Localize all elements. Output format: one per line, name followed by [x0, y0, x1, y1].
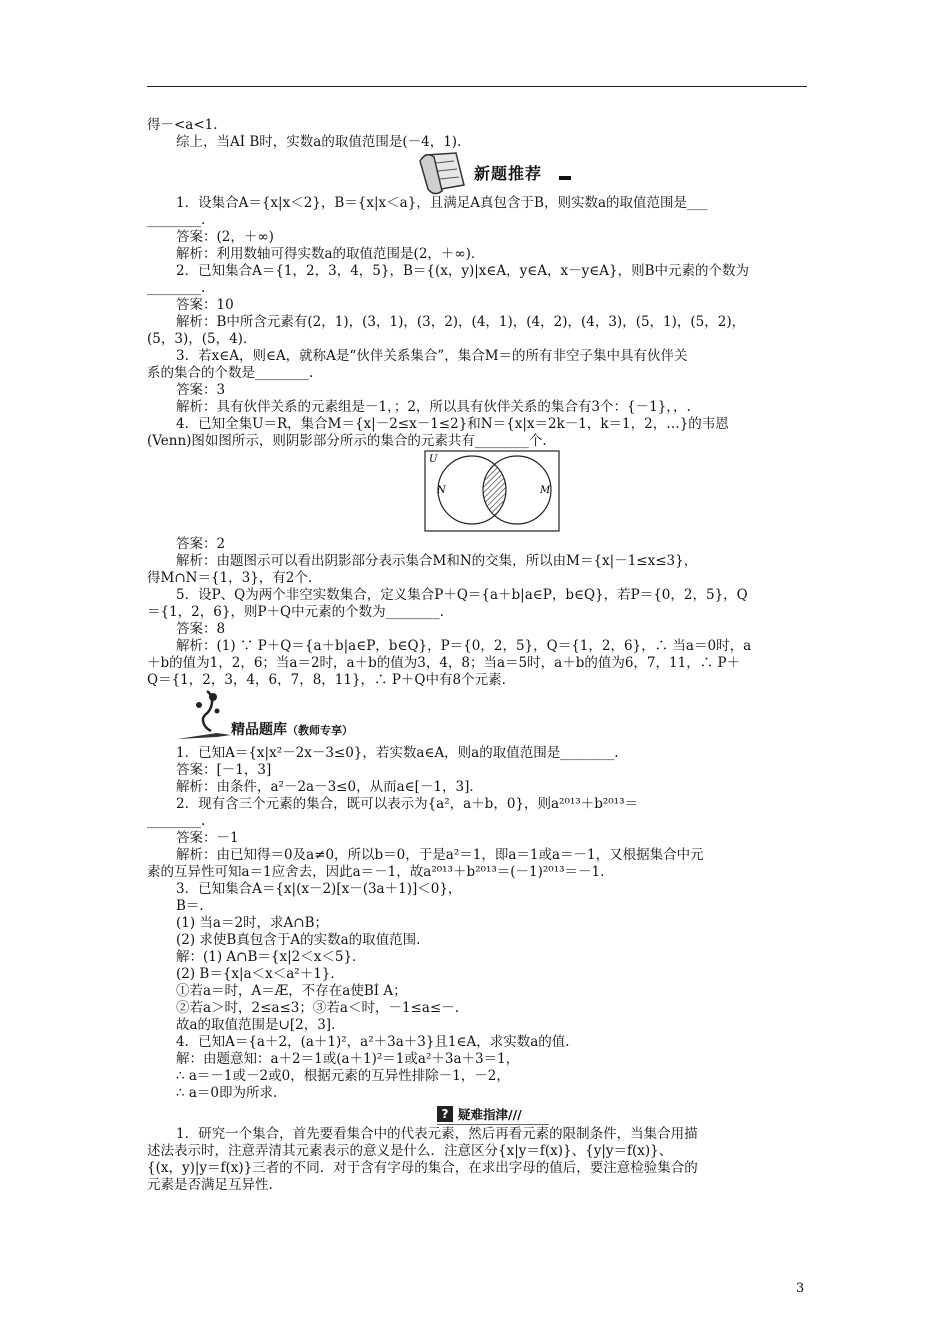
text-line: 元素是否满足互异性.	[147, 1177, 273, 1193]
tips-underline	[437, 1124, 549, 1125]
text-line: (5，3)，(5，4)．	[147, 331, 257, 347]
page-number: 3	[796, 1281, 805, 1296]
text-line: ＋b的值为1，2，6；当a＝2时，a＋b的值为3，4，8；当a＝5时，a＋b的值为6，7，11，∴ P＋	[147, 655, 741, 671]
header-rule	[147, 86, 807, 87]
pen-flourish-icon	[177, 689, 233, 745]
text-line: 4．已知全集U＝R，集合M＝{x|－2≤x－1≤2}和N＝{x|x＝2k－1，k＝1，2，…}的韦恩	[176, 416, 729, 432]
text-line: 4．已知A＝{a＋2，(a＋1)²，a²＋3a＋3}且1∈A，求实数a的值.	[176, 1034, 570, 1050]
new-problems-list	[147, 195, 807, 450]
text-line: 素的互异性可知a＝1应舍去，因此a＝－1，故a²⁰¹³＋b²⁰¹³＝(－1)²⁰¹³＝－1.	[147, 864, 605, 880]
text-line: 答案：2	[176, 536, 226, 552]
text-line: 答案：(2，＋∞)	[176, 229, 274, 245]
text-line: 综上，当AÍ B时，实数a的取值范围是(－4，1).	[176, 134, 462, 150]
venn-label-m: M	[540, 485, 551, 496]
text-line: Q＝{1，2，3，4，6，7，8，11}，∴ P＋Q中有8个元素.	[147, 672, 506, 688]
tips-title: 疑难指津///	[458, 1107, 522, 1122]
text-line: 得－<a<1.	[147, 117, 218, 133]
text-line: 答案：3	[176, 382, 226, 398]
text-line: 1．设集合A＝{x|x＜2}，B＝{x|x＜a}，且满足A真包含于B，则实数a的取值范围是___	[176, 195, 708, 211]
text-line: 解：由题意知：a＋2＝1或(a＋1)²＝1或a²＋3a＋3＝1，	[176, 1051, 520, 1067]
title-underscore	[559, 176, 571, 180]
text-line: 得M∩N＝{1，3}，有2个.	[147, 570, 313, 586]
question-bank-title: 精品题库（教师专享）	[231, 722, 353, 738]
text-line: 解析：由条件，a²－2a－3≤0，从而a∈[－1，3]．	[176, 779, 483, 795]
text-line: (2) 求使B真包含于A的实数a的取值范围.	[176, 932, 421, 948]
text-line: 1．已知A＝{x|x²－2x－3≤0}，若实数a∈A，则a的取值范围是________.	[176, 745, 619, 761]
tips-banner	[147, 1102, 807, 1126]
question-mark-icon: ?	[437, 1106, 453, 1122]
text-line: 答案：8	[176, 621, 226, 637]
text-line: ②若a＞时，2≤a≤3；③若a＜时，－1≤a≤－.	[176, 1000, 459, 1016]
venn-diagram	[147, 450, 807, 536]
new-problems-title: 新题推荐	[474, 164, 543, 183]
text-line: ________.	[147, 813, 206, 829]
question-bank-banner	[147, 689, 807, 745]
text-line: 解析：由已知得＝0及a≠0，所以b＝0，于是a²＝1，即a＝1或a＝－1，又根据集合中元	[176, 847, 704, 863]
text-line: 解析：具有伙伴关系的元素组是－1，；2，所以具有伙伴关系的集合有3个：{－1}，，.	[176, 399, 691, 415]
text-line: 解析：(1) ∵ P＋Q＝{a＋b|a∈P，b∈Q}，P＝{0，2，5}，Q＝{1，2，6}，∴ 当a＝0时，a	[176, 638, 752, 654]
text-line: ①若a＝时，A＝Æ，不存在a使BÍ A；	[176, 983, 407, 999]
text-line: B＝.	[176, 898, 204, 914]
text-line: 系的集合的个数是________.	[147, 365, 314, 381]
text-line: ________.	[147, 212, 206, 228]
text-line: 2．现有含三个元素的集合，既可以表示为{a²，a＋b，0}，则a²⁰¹³＋b²⁰¹³＝	[176, 796, 638, 812]
question-bank-list	[147, 745, 807, 1102]
text-line: 解：(1) A∩B＝{x|2＜x＜5}．	[176, 949, 366, 965]
text-line: 答案：[－1，3]	[176, 762, 272, 778]
text-line: 答案：－1	[176, 830, 239, 846]
text-line: 3．若x∈A，则∈A，就称A是“伙伴关系集合”，集合M＝的所有非空子集中具有伙伴关	[176, 348, 688, 364]
text-line: ∴ a＝－1或－2或0，根据元素的互异性排除－1，－2，	[176, 1068, 510, 1084]
new-problems-list-continued	[147, 536, 807, 689]
text-line: (Venn)图如图所示，则阴影部分所示的集合的元素共有________个.	[147, 433, 547, 449]
new-problems-banner	[147, 151, 807, 195]
top-lines	[147, 117, 807, 151]
text-line: ＝{1，2，6}，则P＋Q中元素的个数为________.	[147, 604, 444, 620]
document-body	[147, 117, 807, 1194]
text-line: 述法表示时，注意弄清其元素表示的意义是什么．注意区分{x|y＝f(x)}、{y|y＝f(x)}、	[147, 1143, 673, 1159]
tips-list	[147, 1126, 807, 1194]
scroll-icon	[412, 151, 472, 195]
venn-label-n: N	[437, 485, 446, 496]
text-line: 解析：B中所含元素有(2，1)，(3，1)，(3，2)，(4，1)，(4，2)，(4，3)，(5，1)，(5，2)，	[176, 314, 746, 330]
text-line: 故a的取值范围是∪[2，3]．	[176, 1017, 345, 1033]
text-line: 5．设P、Q为两个非空实数集合，定义集合P＋Q＝{a＋b|a∈P，b∈Q}，若P＝{0，2，5}，Q	[176, 587, 748, 603]
text-line: ________.	[147, 280, 206, 296]
text-line: {(x，y)|y＝f(x)}三者的不同．对于含有字母的集合，在求出字母的值后，要注意检验集合的	[147, 1160, 698, 1176]
text-line: 解析：利用数轴可得实数a的取值范围是(2，＋∞)．	[176, 246, 485, 262]
text-line: 3．已知集合A＝{x|(x－2)[x－(3a＋1)]＜0}，	[176, 881, 462, 897]
text-line: (1) 当a＝2时，求A∩B；	[176, 915, 329, 931]
text-line: 解析：由题图示可以看出阴影部分表示集合M和N的交集，所以由M＝{x|－1≤x≤3}，	[176, 553, 698, 569]
text-line: ∴ a＝0即为所求.	[176, 1085, 278, 1101]
text-line: 答案：10	[176, 297, 234, 313]
text-line: 1．研究一个集合，首先要看集合中的代表元素，然后再看元素的限制条件，当集合用描	[176, 1126, 698, 1142]
text-line: (2) B＝{x|a＜x＜a²＋1}．	[176, 966, 344, 982]
text-line: 2．已知集合A＝{1，2，3，4，5}，B＝{(x，y)|x∈A，y∈A，x－y∈A}，则B中元素的个数为	[176, 263, 750, 279]
venn-label-u: U	[429, 454, 438, 465]
